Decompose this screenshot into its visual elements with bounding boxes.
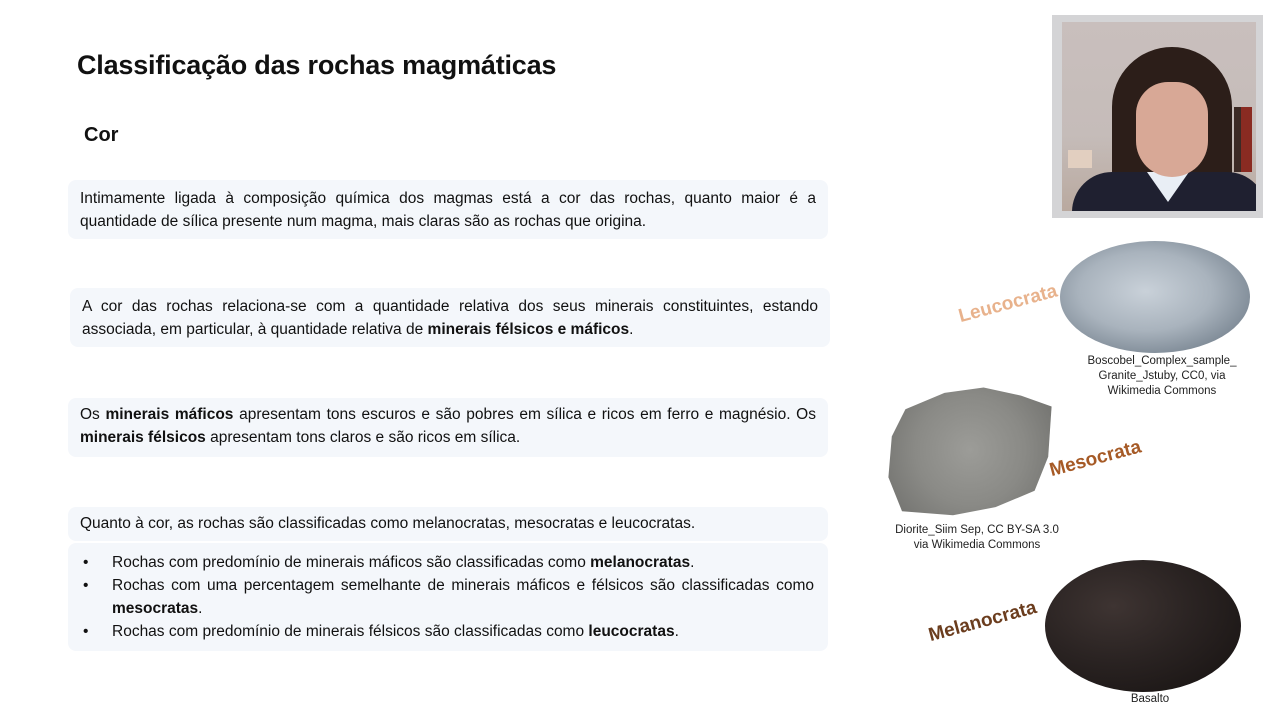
text-box-classification: [68, 507, 828, 541]
presenter-webcam: [1052, 15, 1263, 218]
box-text: A cor das rochas relaciona-se com a quantidade relativa dos seus minerais constituintes, estando associada, em particular, à quantidade relativa de: [82, 298, 818, 338]
bullet-end: .: [690, 554, 695, 571]
melanocrata-label: Melanocrata: [926, 597, 1039, 647]
box-bold-text: minerais máficos: [105, 406, 234, 423]
box-text: Quanto à cor, as rochas são classificadas como melanocratas, mesocratas e leucocratas.: [80, 515, 696, 532]
bullet-text: Rochas com predomínio de minerais máficos são classificadas como: [112, 554, 591, 571]
caption-line: Boscobel_Complex_sample_: [1087, 355, 1237, 367]
box-text: .: [629, 321, 634, 338]
box-text: apresentam tons claros e são ricos em sílica.: [205, 429, 521, 446]
bullet-bold: melanocratas: [590, 554, 691, 571]
text-box-mafic-felsic: [68, 398, 828, 457]
leucocrata-label: Leucocrata: [956, 280, 1060, 328]
bullet-bold: mesocratas: [112, 600, 199, 617]
caption-line: Diorite_Siim Sep, CC BY-SA 3.0: [895, 524, 1059, 536]
bullet-list: [80, 551, 814, 643]
section-subtitle: Cor: [84, 124, 119, 146]
bullet-bold: leucocratas: [588, 623, 675, 640]
webcam-video: [1062, 22, 1256, 211]
bullet-end: .: [198, 600, 203, 617]
box-text: apresentam tons escuros e são pobres em sílica e ricos em ferro e magnésio. Os: [233, 406, 816, 423]
bullet-list-box: [68, 543, 828, 651]
caption-line: Basalto: [1130, 693, 1170, 705]
diorite-rock-image: [885, 382, 1055, 518]
bullet-text: Rochas com uma percentagem semelhante de minerais máficos e félsicos são classificadas como: [112, 577, 814, 594]
basalt-caption: [1120, 692, 1180, 707]
basalt-rock-image: [1045, 560, 1241, 692]
background-object: [1068, 150, 1092, 168]
bullet-end: .: [674, 623, 679, 640]
granite-caption: [1078, 354, 1246, 399]
caption-line: Wikimedia Commons: [1107, 385, 1217, 397]
bullet-item: [80, 551, 814, 574]
bullet-text: Rochas com predomínio de minerais félsicos são classificadas como: [112, 623, 589, 640]
granite-rock-image: [1060, 241, 1250, 353]
bookshelf: [1234, 107, 1252, 172]
box-bold-text: minerais félsicos e máficos: [427, 321, 630, 338]
box-bold-text: minerais félsicos: [80, 429, 206, 446]
box-text: Intimamente ligada à composição química dos magmas está a cor das rochas, quanto maior é a quantidade de sílica presente num magma, mais claras são as rochas que origina.: [80, 190, 816, 230]
slide-title: Classificação das rochas magmáticas: [77, 50, 557, 80]
bullet-item: [80, 574, 814, 620]
text-box-minerals: [70, 288, 830, 347]
caption-line: Granite_Jstuby, CC0, via: [1098, 370, 1226, 382]
text-box-composition: [68, 180, 828, 239]
mesocrata-label: Mesocrata: [1047, 436, 1144, 482]
box-text: Os: [80, 406, 106, 423]
presenter-face: [1136, 82, 1208, 177]
bullet-item: [80, 620, 814, 643]
diorite-caption: [888, 523, 1066, 553]
caption-line: via Wikimedia Commons: [913, 539, 1041, 551]
